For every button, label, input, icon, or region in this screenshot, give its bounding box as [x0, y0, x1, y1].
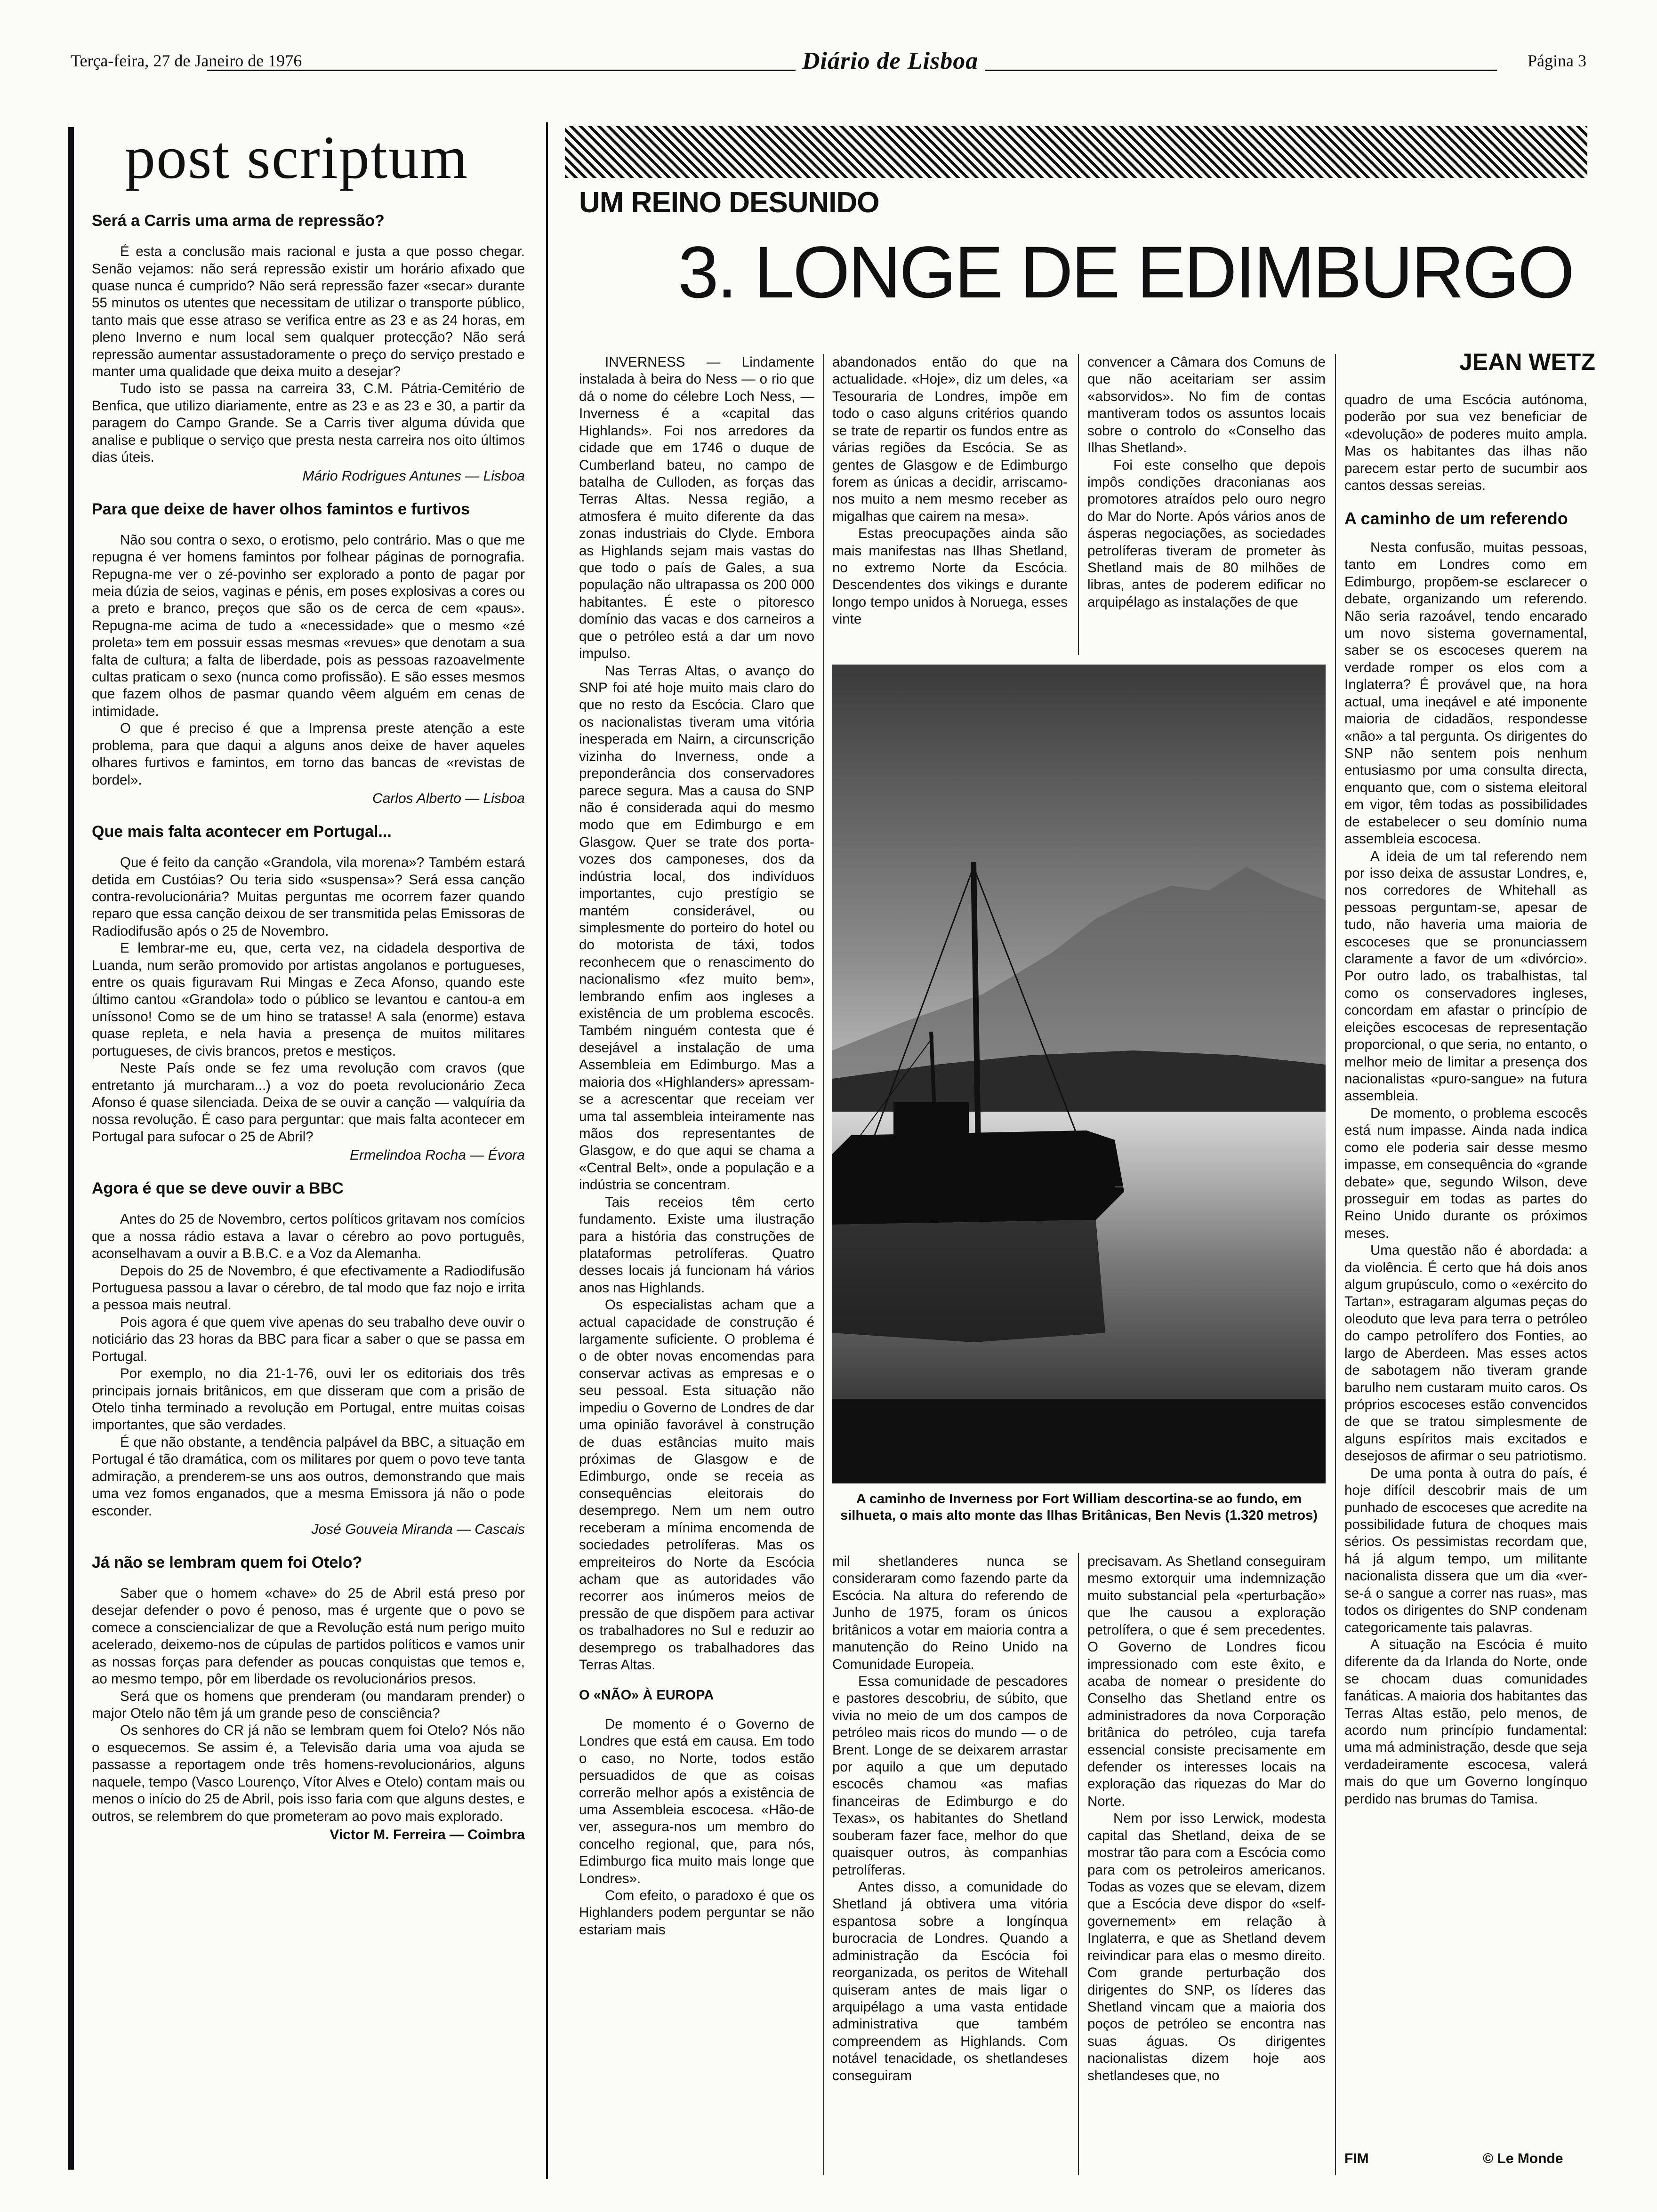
letter-heading: Já não se lembram quem foi Otelo? [92, 1553, 362, 1571]
letter-paragraph: Tudo isto se passa na carreira 33, C.M. Pátria-Cemitério de Benfica, que utilizo diariamente, entre as 23 e as 23 e 30, a partir da paragem do Campo Grande. Se a Carris tiver alguma dúvida que analise e publique o serviço que presta nesta carreira nos oito últimos dias úteis. [92, 381, 525, 465]
article-paragraph: Estas preocupações ainda são mais manifestas nas Ilhas Shetland, no extremo Norte da Escócia. Descendentes dos vikings e durante longo tempo unidos à Noruega, esses vinte [832, 526, 1068, 627]
letter-paragraph: Neste País onde se fez uma revolução com cravos (que entretanto já murcharam...) a voz do poeta revolucionário Zeca Afonso é quase silenciada. Deixa de se ouvir a canção — valquíria da nossa revolução. É caso para perguntar: que mais falta acontecer em Portugal para sufocar o 25 de Abril? [92, 1060, 525, 1145]
letter [92, 1179, 525, 1538]
copyright-credit: © Le Monde [1483, 2151, 1563, 2166]
article-paragraph: quadro de uma Escócia autónoma, poderão por sua vez beneficiar de «devolução» de poderes muito ampla. Mas os habitantes das ilhas não parecem estar perto de sucumbir aos cantos dessas sereias. [1344, 392, 1587, 494]
article-paragraph: abandonados então do que na actualidade. «Hoje», diz um deles, «a Tesouraria de Londres, impõe em todo o caso alguns critérios quando se trate de repartir os fundos entre as várias regiões da Escócia. Se as gentes de Glasgow e de Edimburgo forem as únicas a decidir, arriscamo-nos muito a nem mesmo receber as migalhas que cairem na mesa». [832, 354, 1068, 524]
article-paragraph: Nem por isso Lerwick, modesta capital das Shetland, deixa de se mostrar tão para com a Escócia como para com os petroleiros americanos. Todas as vozes que se elevam, dizem que a Escócia deve dispor do «self-governement» em relação à Inglaterra, e que as Shetland devem reivindicar para elas o mesmo direito. Com grande perturbação dos dirigentes do SNP, os líderes das Shetland vincam que a maioria dos poços de petróleo se encontra nas suas águas. Os dirigentes nacionalistas dizem hoje aos shetlandeses que, no [1087, 1811, 1326, 2084]
letter-signature: Mário Rodrigues Antunes — Lisboa [302, 468, 525, 484]
article-subheading: A caminho de um referendo [1344, 508, 1568, 528]
article-column-1 [579, 354, 814, 2175]
article-paragraph: Nesta confusão, muitas pessoas, tanto em Londres como em Edimburgo, propõem-se esclarecer o debate, organizando um referendo. Não seria razoável, tendo encarado um novo sistema governamental, saber se os escoceses querem na verdade romper os elos com a Inglaterra? É provável que, na hora actual, uma ineqável e até imponente maioria de cidadãos, respondesse «não» a tal pergunta. Os dirigentes do SNP não sentem pois nenhum entusiasmo por uma consulta directa, enquanto que, com o sistema eleitoral em vigor, têm todas as possibilidades de estabelecer o seu domínio numa assembleia escocesa. [1344, 539, 1587, 847]
article-column-2-top [832, 354, 1068, 655]
end-marker: FIM [1344, 2151, 1369, 2166]
letter-heading: Para que deixe de haver olhos famintos e furtivos [92, 500, 470, 518]
column-rule [1078, 354, 1079, 655]
article-paragraph: Uma questão não é abordada: a da violência. É certo que há dois anos algum grupúsculo, como o «exército do Tartan», estragaram algumas peças do oleoduto que leva para terra o petróleo do campo petrolífero dos Fonties, ao largo de Aberdeen. Mas esses actos de sabotagem não tiveram grande barulho nem custaram muito caros. Os próprios escoceses estão convencidos de que se tratou simplesmente de alguns espíritos mais excitados e desejosos de afirmar o seu patriotismo. [1344, 1242, 1587, 1464]
article-paragraph: INVERNESS — Lindamente instalada à beira do Ness — o rio que dá o nome do célebre Loch Ness, — Inverness é a «capital das Highlands». Foi nos arredores da cidade que em 1746 o duque de Cumberland bateu, no campo de batalha de Culloden, as forças das Terras Altas. Nessa região, a atmosfera é muito diferente da das zonas industriais do Clyde. Embora as Highlands sejam mais vastas do que todo o país de Gales, a sua população não ultrapassa os 200 000 habitantes. É este o pitoresco domínio das vacas e dos carneiros a que o petróleo está a dar um novo impulso. [579, 354, 814, 662]
article-paragraph: Com efeito, o paradoxo é que os Highlanders podem perguntar se não estariam mais [579, 1888, 814, 1938]
letter [92, 212, 525, 484]
letter-paragraph: Antes do 25 de Novembro, certos políticos gritavam nos comícios que a nossa rádio estava a lavar o cérebro ao povo português, aconselhavam a ouvir a B.B.C. e a Voz da Alemanha. [92, 1211, 525, 1262]
postscriptum-section [92, 122, 525, 1846]
article-paragraph: De uma ponta à outra do país, é hoje difícil descobrir mais de um punhado de escoceses que acredite na possibilidade futura de choques mais sérios. Os pessimistas recordam que, há já algum tempo, um militante nacionalista dissera que um dia «ver-se-á o sangue a correr nas ruas», mas todos os dirigentes do SNP condenam categoricamente tais palavras. [1344, 1465, 1587, 1635]
article-column-4 [1344, 392, 1587, 2147]
letter-paragraph: Depois do 25 de Novembro, é que efectivamente a Radiodifusão Portuguesa passou a lavar o cérebro, de tal modo que faz nojo e irrita a pessoa mais neutral. [92, 1263, 525, 1313]
article-kicker: UM REINO DESUNIDO [579, 186, 879, 219]
letter-paragraph: Que é feito da canção «Grandola, vila morena»? Também estará detida em Custóias? Ou teria sido «suspensa»? Será essa canção contra-revolucionária? Muitas perguntas me ocorrem fazer quando reparo que essa canção deixou de ser transmitida pelas Emissoras de Radiodifusão após o 25 de Novembro. [92, 855, 525, 939]
column-rule [1335, 354, 1336, 2175]
column-rule [1078, 1553, 1079, 2175]
article-paragraph: A situação na Escócia é muito diferente da da Irlanda do Norte, onde se chocam duas comunidades fanáticas. A maioria dos habitantes das Terras Altas estão, pelo menos, de acordo num princípio fundamental: uma má administração, desde que seja verdadeiramente escocesa, valerá mais do que um Governo longínquo perdido nas brumas do Tamisa. [1344, 1636, 1587, 1807]
column-rule [823, 354, 824, 2175]
decorative-hatch-band [565, 126, 1587, 178]
letter-signature: Victor M. Ferreira — Coimbra [330, 1827, 525, 1843]
letter-paragraph: Por exemplo, no dia 21-1-76, ouvi ler os editoriais dos três principais jornais britânicos, em que disseram que com a prisão de Otelo tinha terminado a revolução em Portugal, entre muitas coisas importantes, que são verdades. [92, 1366, 525, 1433]
article-paragraph: De momento é o Governo de Londres que está em causa. Em todo o caso, no Norte, todos estão persuadidos de que as coisas correrão melhor após a existência de uma Assembleia escocesa. «Hão-de ver, assegura-nos um membro do concelho regional, que, para nós, Edimburgo fica muito mais longe que Londres». [579, 1716, 814, 1886]
article-headline: 3. LONGE DE EDIMBURGO [678, 232, 1573, 313]
letter-paragraph: Saber que o homem «chave» do 25 de Abril está preso por desejar defender o povo é penoso, mas é urgente que o povo se comece a consciencializar de que a Revolução está num perigo muito acelerado, deixemo-nos de cúpulas de partidos políticos e vamos unir as nossas forças para defender as poucas conquistas que temos e, ao mesmo tempo, pôr em liberdade os revolucionários presos. [92, 1586, 525, 1687]
inverness-harbour-photo [832, 665, 1326, 1483]
article-subheading: O «NÃO» À EUROPA [579, 1688, 714, 1703]
article-paragraph: precisavam. As Shetland conseguiram mesmo extorquir uma indemnização muito substancial pela «perturbação» que lhe causou a exploração petrolífera, o que é sem precedentes. O Governo de Londres ficou impressionado com este êxito, e acaba de nomear o presidente do Conselho das Shetland entre os administradores da nova Corporação britânica do petróleo, cuja tarefa essencial consiste precisamente em defender os interesses locais na exploração das riquezas do Mar do Norte. [1087, 1554, 1326, 1809]
article-paragraph: convencer a Câmara dos Comuns de que não aceitariam ser assim «absorvidos». No fim de contas mantiveram todos os assuntos locais sobre o controlo do «Conselho das Ilhas Shetland». [1087, 354, 1326, 456]
article-byline: JEAN WETZ [1459, 349, 1595, 375]
letter-signature: Carlos Alberto — Lisboa [372, 791, 525, 806]
letter [92, 823, 525, 1163]
article-paragraph: Tais receios têm certo fundamento. Existe uma ilustração para a história das construções de plataformas petrolíferas. Quatro desses locais já funcionam há vários anos nas Highlands. [579, 1194, 814, 1296]
letter [92, 500, 525, 807]
letter-paragraph: E lembrar-me eu, que, certa vez, na cidadela desportiva de Luanda, num serão promovido por artistas angolanos e portugueses, entre os quais figuravam Rui Mingas e Zeca Afonso, quando este último cantou «Grandola» todo o público se levantou e cantou-a em uníssono! Como se de um hino se tratasse! A sala (enorme) estava quase repleta, e nela havia a presença de muitos militares portugueses, de civis brancos, pretos e mestiços. [92, 940, 525, 1059]
article-paragraph: Os especialistas acham que a actual capacidade de construção é largamente suficiente. O problema é o de obter novas encomendas para conservar activas as empresas e o seu pessoal. Esta situação não impediu o Governo de Londres de dar uma opinião favorável à construção de duas estâncias muito mais próximas de Glasgow e de Edimburgo, onde se receia as consequências eleitorais do desemprego. Nem um nem outro receberam a mínima encomenda de sociedades petrolíferas. Mas os empreiteiros do Norte da Escócia acham que as autoridades vão recorrer aos inúmeros meios de pressão de que dispõem para activar os trabalhadores no Sul e reduzir ao desemprego os trabalhadores das Terras Altas. [579, 1297, 814, 1673]
masthead [71, 47, 1586, 75]
column-divider [546, 122, 548, 2179]
letter-signature: Ermelindoa Rocha — Évora [350, 1147, 525, 1163]
letter-paragraph: É esta a conclusão mais racional e justa a que posso chegar. Senão vejamos: não será repressão existir um horário afixado que quase nunca é cumprido? Não será repressão fazer «secar» durante 55 minutos os utentes que necessitam de utilizar o transporte público, tanto mais que esse atraso se verifica entre as 23 e as 24 horas, em pleno Inverno e num local sem qualquer protecção? Não será repressão aumentar assustadoramente o preço do serviço prestado e manter uma qualidade que deixa muito a desejar? [92, 244, 525, 380]
letter-paragraph: Pois agora é que quem vive apenas do seu trabalho deve ouvir o noticiário das 23 horas da BBC para ficar a saber o que se passa em Portugal. [92, 1314, 525, 1364]
letter-heading: Que mais falta acontecer em Portugal... [92, 823, 392, 841]
article-column-3-top [1087, 354, 1326, 655]
article-column-2-bottom [832, 1553, 1068, 2175]
article-paragraph: Antes disso, a comunidade do Shetland já obtivera uma vitória espantosa sobre a longínqua burocracia de Londres. Quando a administração da Escócia foi reorganizada, os peritos de Witehall quiseram antes de mais ligar o arquipélago a uma vasta entidade administrativa que também compreendem as Highlands. Com notável tenacidade, os shetlandeses conseguiram [832, 1879, 1068, 2084]
article-column-3-bottom [1087, 1553, 1326, 2175]
letter-heading: Será a Carris uma arma de repressão? [92, 212, 385, 230]
boat-silhouette-image [832, 665, 1326, 1483]
article-paragraph: A ideia de um tal referendo nem por isso deixa de assustar Londres, e, nos corredores de Whitehall as pessoas perguntam-se, apesar de tudo, não haveria uma maioria de escoceses que se pronunciassem claramente a favor de um «divórcio». Por outro lado, os trabalhistas, tal como os conservadores ingleses, concordam em afastar o princípio de eleições escocesas de representação proporcional, o que seria, no entanto, o melhor meio de limitar a presença dos nacionalistas «puro-sangue» na futura assembleia. [1344, 848, 1587, 1104]
photo-caption: A caminho de Inverness por Fort William descortina-se ao fundo, em silhueta, o mais alto monte das Ilhas Britânicas, Ben Nevis (1.320 metros) [840, 1491, 1318, 1523]
newspaper-name: Diário de Lisboa [796, 47, 985, 75]
article-paragraph: De momento, o problema escocês está num impasse. Ainda nada indica como ele poderia sair desse mesmo impasse, em consequência do «grande debate» que, segundo Wilson, deve prosseguir em todas as partes do Reino Unido durante os próximos meses. [1344, 1105, 1587, 1241]
section-title: post scriptum [125, 124, 469, 192]
letter-paragraph: Não sou contra o sexo, o erotismo, pelo contrário. Mas o que me repugna é ver homens famintos por folhear páginas de pornografia. Repugna-me ver o zé-povinho ser explorado a ponto de pagar por meia dúzia de seios, vaginas e pénis, em poses explosivas a cores ou a preto e branco, preços que são os de cerca de cem «paus». Repugna-me acima de tudo a «necessidade» que o mesmo «zé proleta» tem em possuir essas mesmas «revues» que denotam a sua falta de cultura; a falta de liberdade, pois as pessoas razoavelmente cultas praticam o sexo (nunca como profissão). E são esses mesmos que fazem olhos de pasmar quando vêem alguém em cenas de intimidade. [92, 532, 525, 719]
article-paragraph: Essa comunidade de pescadores e pastores descobriu, de súbito, que vivia no meio de um dos campos de petróleo mais ricos do mundo — o de Brent. Longe de se deixarem arrastar por aquilo a que um deputado escocês chamou «as mafias financeiras de Edimburgo e do Texas», os habitantes do Shetland souberam fazer face, melhor do que quaisquer outros, às companhias petrolíferas. [832, 1673, 1068, 1878]
letter-heading: Agora é que se deve ouvir a BBC [92, 1179, 344, 1198]
article-paragraph: Nas Terras Altas, o avanço do SNP foi até hoje muito mais claro do que no resto da Escócia. Claro que os nacionalistas tiveram uma vitória inesperada em Nairn, a circunscrição vizinha do Inverness, onde a preponderância dos conservadores parece segura. Mas a causa do SNP não é considerada aqui do mesmo modo que em Edimburgo e em Glasgow. Quer se trate dos porta-vozes dos camponeses, dos da indústria local, dos indivíduos importantes, cujo prestígio se mantém considerável, ou simplesmente do porteiro do hotel ou do motorista de táxi, todos reconhecem que o renascimento do nacionalismo «fez muito bem», lembrando enfim aos ingleses a existência de um problema escocês. Também ninguém contesta que é desejável a instalação de uma Assembleia em Edimburgo. Mas a maioria dos «Highlanders» apressam-se a acrescentar que receiam ver uma tal assembleia inteiramente nas mãos dos representantes de Glasgow, e do que aqui se chama a «Central Belt», onde a população e a indústria se concentram. [579, 663, 814, 1193]
letter-signature: José Gouveia Miranda — Cascais [311, 1521, 525, 1537]
letter-paragraph: O que é preciso é que a Imprensa preste atenção a este problema, para que daqui a alguns anos deixe de haver aqueles olhares furtivos e famintos, em torno das bancas de «revistas de bordel». [92, 721, 525, 788]
issue-date: Terça-feira, 27 de Janeiro de 1976 [71, 51, 302, 70]
article-paragraph: mil shetlanderes nunca se consideraram como fazendo parte da Escócia. Na altura do referendo de Junho de 1975, foram os únicos britânicos a votar em maioria contra a manutenção do Reino Unido na Comunidade Europeia. [832, 1554, 1068, 1672]
letter-paragraph: É que não obstante, a tendência palpável da BBC, a situação em Portugal é tão dramática, com os militares por quem o povo teve tanta admiração, a prenderem-se uns aos outros, demonstrando que mais uma vez fomos enganados, que a mesma Emissora já não o pode esconder. [92, 1434, 525, 1519]
page-number: Página 3 [1521, 51, 1586, 71]
letter-paragraph: Os senhores do CR já não se lembram quem foi Otelo? Nós não o esquecemos. Se assim é, a Televisão daria uma voa ajuda se passasse a reportagem onde três homens-revolucionários, alguns naquele, tempo (Vasco Lourenço, Vítor Alves e Otelo) contam mais ou menos o início do 25 de Abril, pois isso faria com que alguns destes, e outros, se relembrem do que prometeram ao povo mais explorado. [92, 1723, 525, 1824]
article-paragraph: Foi este conselho que depois impôs condições draconianas aos promotores atraídos pelo ouro negro do Mar do Norte. Após vários anos de ásperas negociações, as sociedades petrolíferas tiveram de prometer às Shetland mais de 80 milhões de libras, antes de poderem edificar no arquipélago as instalações de que [1087, 457, 1326, 610]
letter [92, 1554, 525, 1843]
letter-paragraph: Será que os homens que prenderam (ou mandaram prender) o major Otelo não têm já um grande peso de consciência? [92, 1688, 525, 1721]
postscriptum-bar [68, 127, 74, 2170]
